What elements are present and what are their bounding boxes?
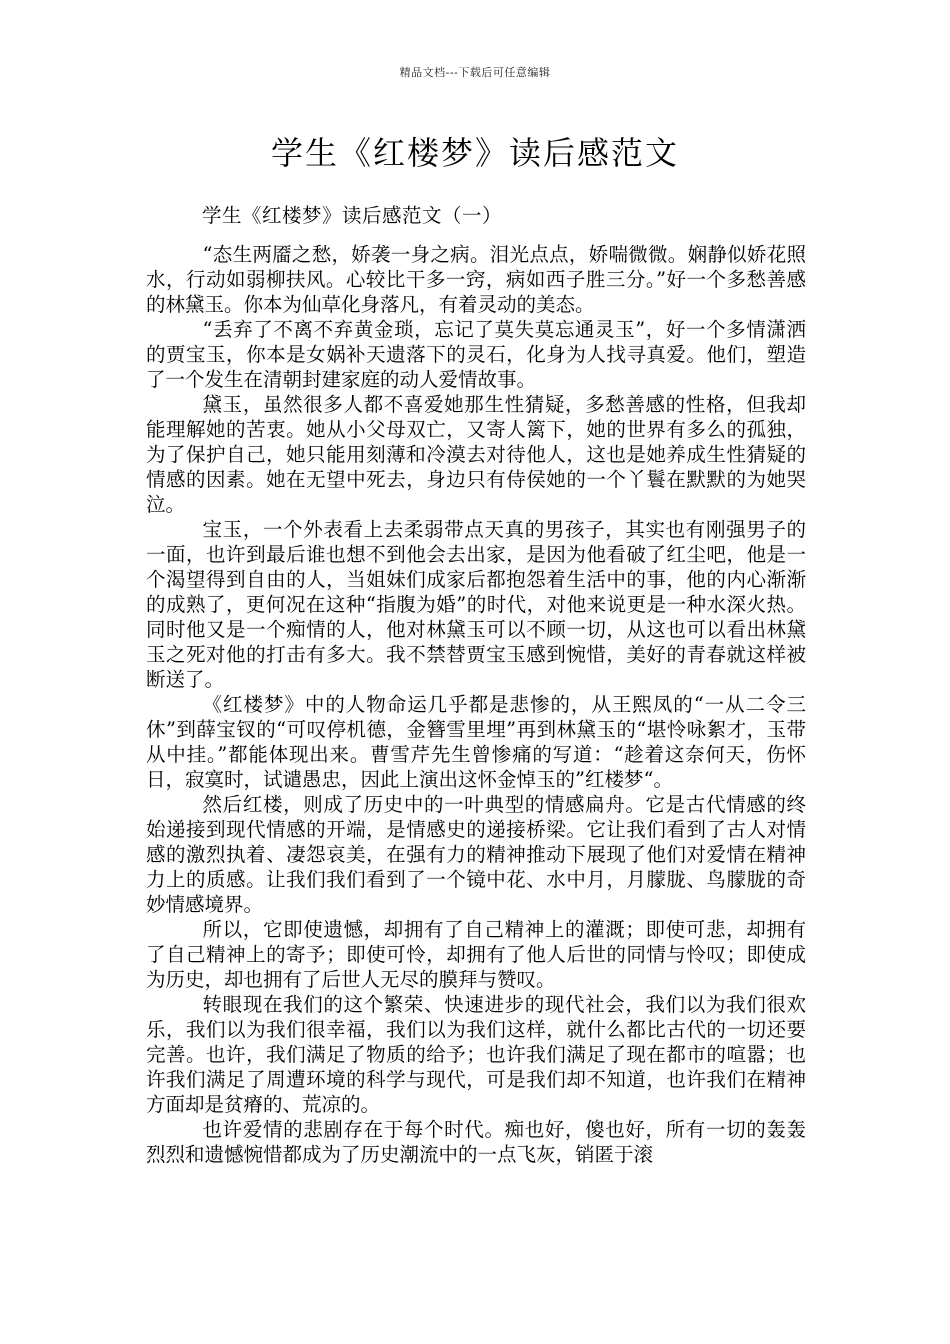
paragraph: “态生两靥之愁，娇袭一身之病。泪光点点，娇喘微微。娴静似娇花照水，行动如弱柳扶风。心较比干多一窍，病如西子胜三分。”好一个多愁善感的林黛玉。你本为仙草化身落凡，有着灵动的美态。 <box>146 243 806 316</box>
paragraph: “丢弃了不离不弃黄金琐，忘记了莫失莫忘通灵玉”，好一个多情潇洒的贾宝玉，你本是女娲补天遗落下的灵石，化身为人找寻真爱。他们，塑造了一个发生在清朝封建家庭的动人爱情故事。 <box>146 318 806 391</box>
paragraph: 黛玉，虽然很多人都不喜爱她那生性猜疑，多愁善感的性格，但我却能理解她的苦衷。她从小父母双亡，又寄人篱下，她的世界有多么的孤独，为了保护自己，她只能用刻薄和冷漠去对待他人，这也是她养成生性猜疑的情感的因素。她在无望中死去，身边只有侍侯她的一个丫鬟在默默的为她哭泣。 <box>146 393 806 516</box>
paragraph: 宝玉，一个外表看上去柔弱带点天真的男孩子，其实也有刚强男子的一面，也许到最后谁也想不到他会去出家，是因为他看破了红尘吧，他是一个渴望得到自由的人，当姐妹们成家后都抱怨着生活中的事，他的内心渐渐的成熟了，更何况在这种“指腹为婚”的时代，对他来说更是一种水深火热。同时他又是一个痴情的人，他对林黛玉可以不顾一切，从这也可以看出林黛玉之死对他的打击有多大。我不禁替贾宝玉感到惋惜，美好的青春就这样被断送了。 <box>146 518 806 691</box>
page-title: 学生《红楼梦》读后感范文 <box>270 134 679 172</box>
article-body <box>146 242 806 1167</box>
header-note: 精品文档---下载后可任意编辑 <box>399 66 551 79</box>
section-subtitle: 学生《红楼梦》读后感范文（一） <box>202 204 503 227</box>
paragraph: 也许爱情的悲剧存在于每个时代。痴也好，傻也好，所有一切的轰轰烈烈和遗憾惋惜都成为了历史潮流中的一点飞灰，销匿于滚 <box>146 1118 806 1166</box>
paragraph: 转眼现在我们的这个繁荣、快速进步的现代社会，我们以为我们很欢乐，我们以为我们很幸福，我们以为我们这样，就什么都比古代的一切还要完善。也许，我们满足了物质的给予；也许我们满足了现在都市的喧嚣；也许我们满足了周遭环境的科学与现代，可是我们却不知道，也许我们在精神方面却是贫瘠的、荒凉的。 <box>146 993 806 1116</box>
paragraph: 然后红楼，则成了历史中的一叶典型的情感扁舟。它是古代情感的终始递接到现代情感的开端，是情感史的递接桥梁。它让我们看到了古人对情感的激烈执着、凄怨哀美，在强有力的精神推动下展现了他们对爱情在精神力上的质感。让我们我们看到了一个镜中花、水中月，月朦胧、鸟朦胧的奇妙情感境界。 <box>146 793 806 916</box>
paragraph: 所以，它即使遗憾，却拥有了自己精神上的灌溉；即使可悲，却拥有了自己精神上的寄予；即使可怜，却拥有了他人后世的同情与怜叹；即使成为历史，却也拥有了后世人无尽的膜拜与赞叹。 <box>146 918 806 991</box>
paragraph: 《红楼梦》中的人物命运几乎都是悲惨的，从王熙凤的“一从二令三休”到薛宝钗的“可叹停机德，金簪雪里埋”再到林黛玉的“堪怜咏絮才，玉带从中挂。”都能体现出来。曹雪芹先生曾惨痛的写道：“趁着这奈何天，伤怀日，寂寞时，试谴愚忠，因此上演出这怀金悼玉的”红楼梦“。 <box>146 693 806 791</box>
